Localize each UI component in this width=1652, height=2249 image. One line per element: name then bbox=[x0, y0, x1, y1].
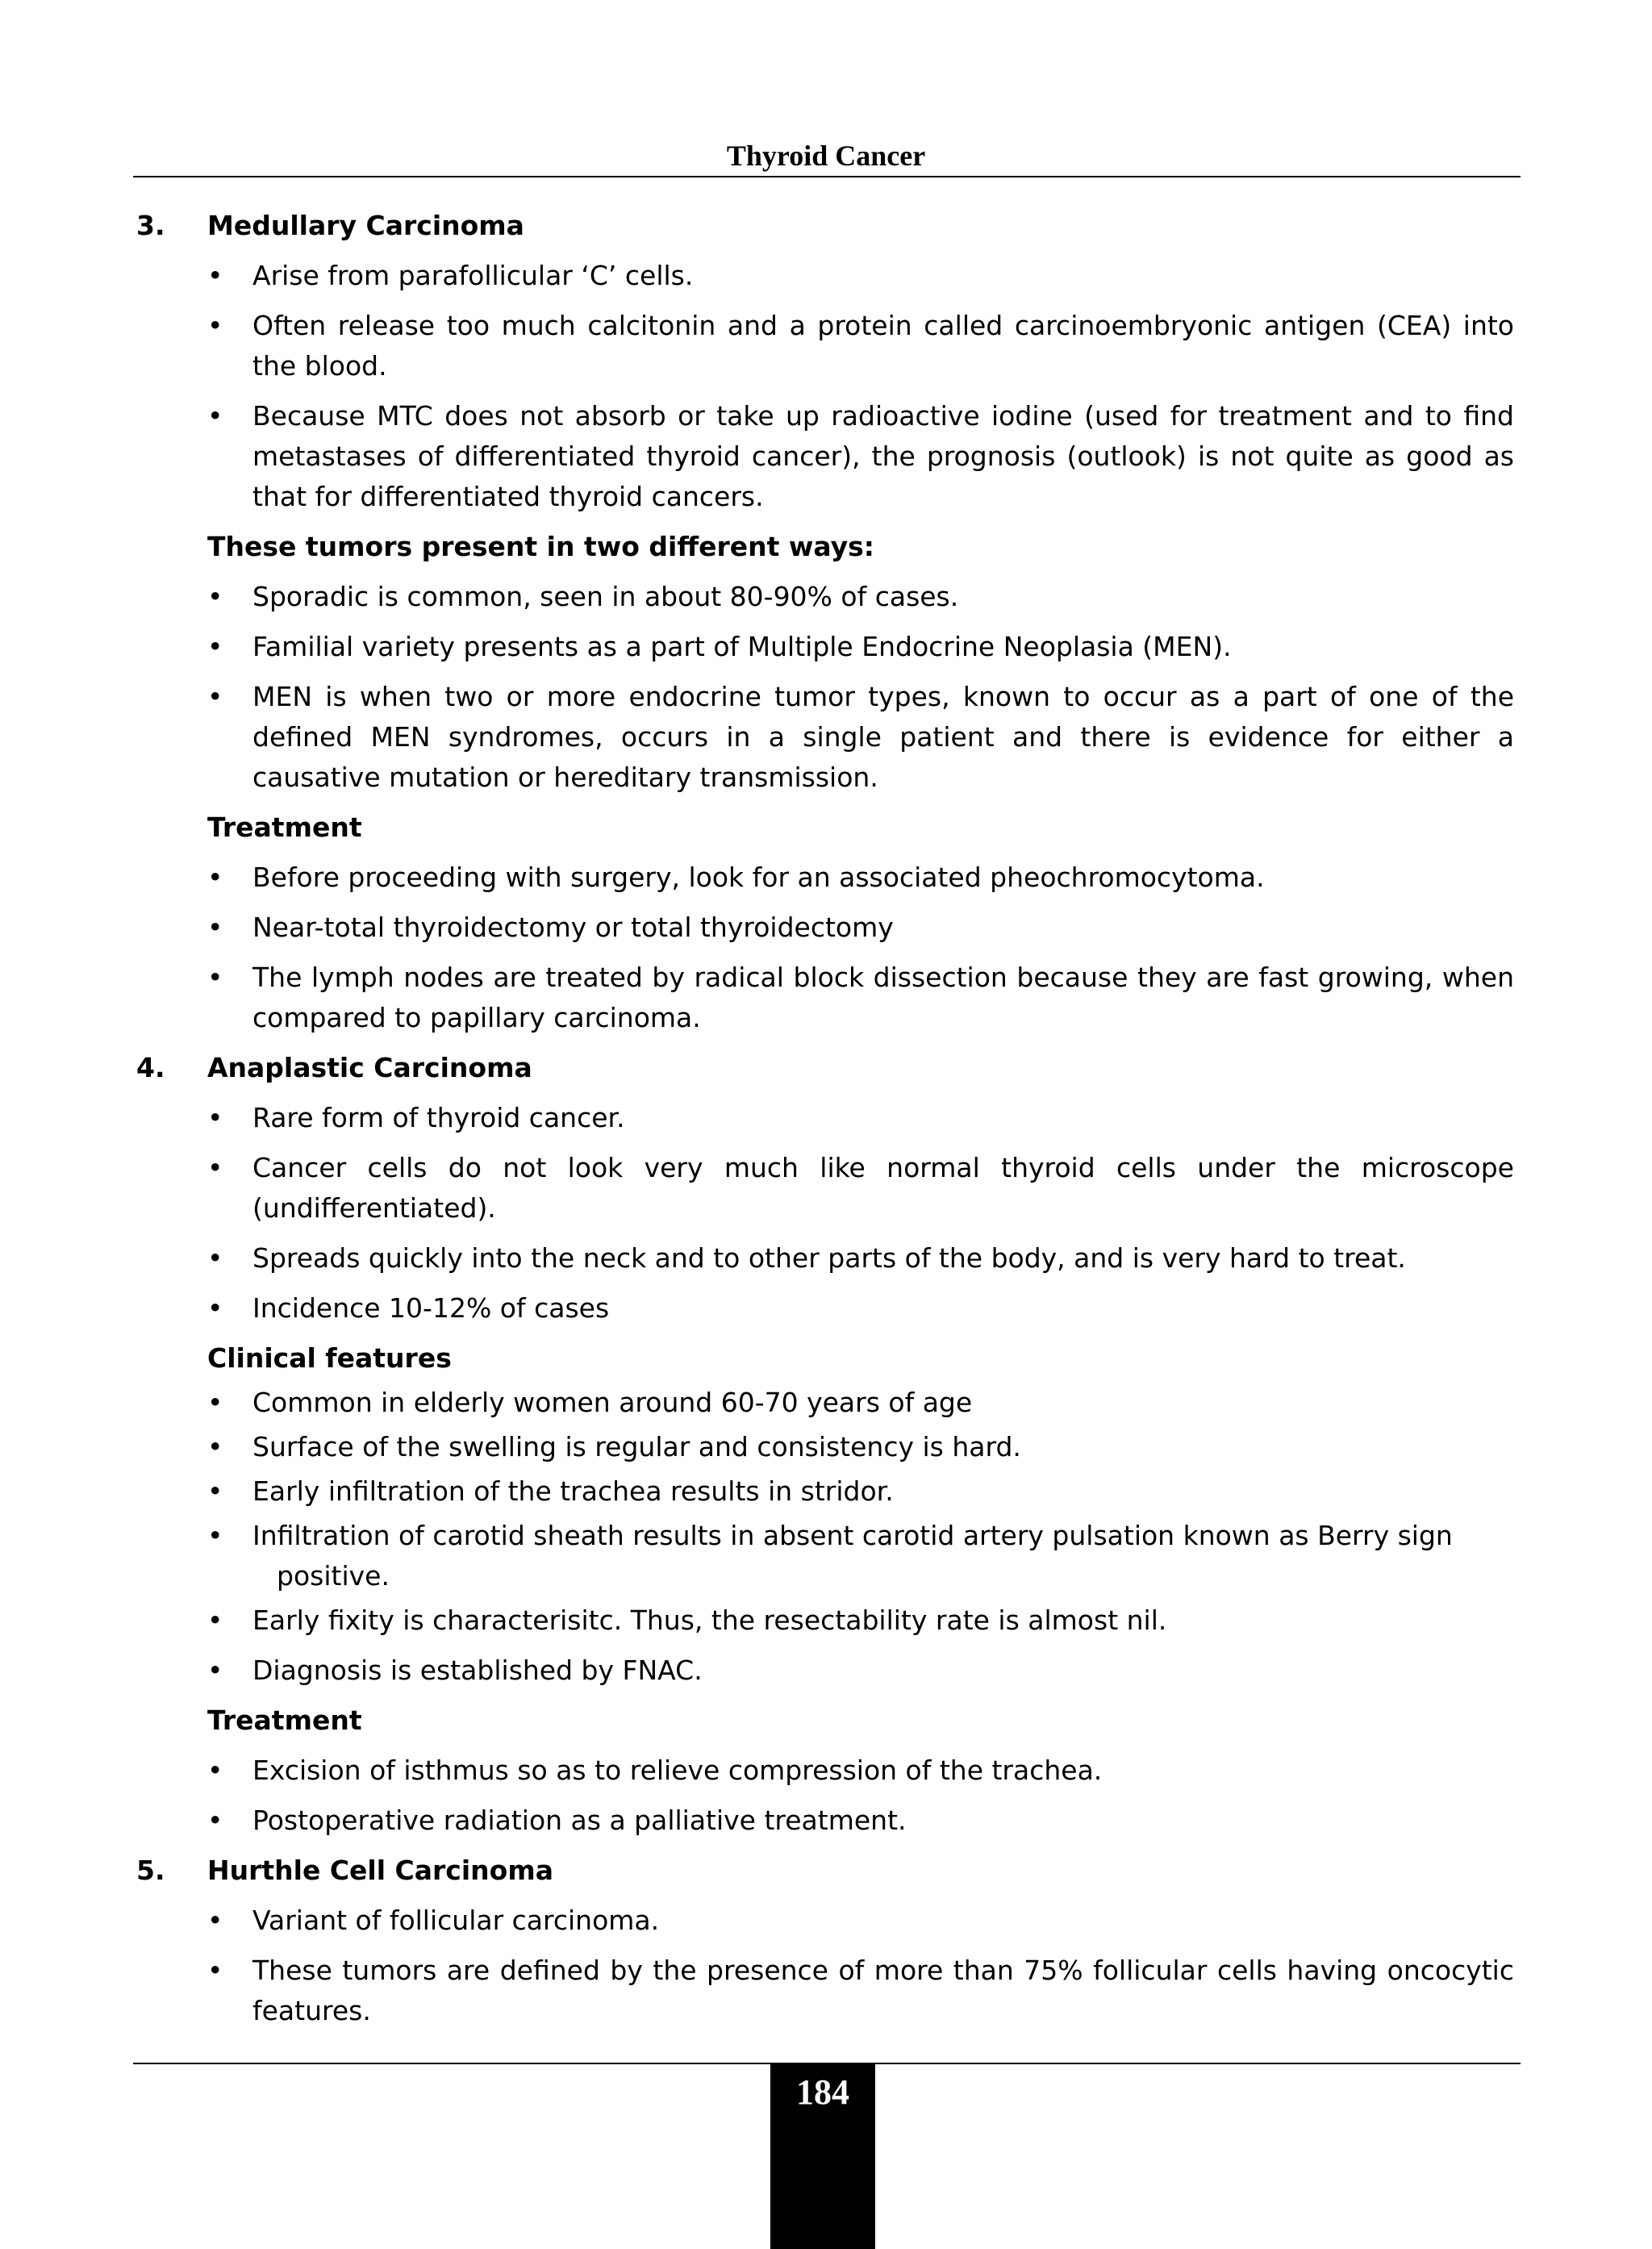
list-item: • Familial variety presents as a part of Multiple Endocrine Neoplasia (MEN). bbox=[133, 627, 1514, 667]
list-item: • Spreads quickly into the neck and to other parts of the body, and is very hard to treat. bbox=[133, 1238, 1514, 1279]
bullet-list bbox=[133, 857, 1514, 1038]
bullet-list bbox=[133, 256, 1514, 517]
list-item: • Arise from parafollicular ‘C’ cells. bbox=[133, 256, 1514, 296]
list-item: • Variant of follicular carcinoma. bbox=[133, 1901, 1514, 1941]
list-item: • MEN is when two or more endocrine tumor types, known to occur as a part of one of the defined MEN syndromes, occurs in a single patient and there is evidence for either a causative mutation or hereditary transmission. bbox=[133, 677, 1514, 798]
section-number: 4. bbox=[136, 1052, 165, 1083]
section-number: 3. bbox=[136, 210, 165, 241]
bullet-list bbox=[133, 577, 1514, 798]
subsection-heading: Treatment bbox=[207, 1704, 362, 1736]
list-item-line: positive. bbox=[277, 1560, 390, 1592]
list-item: • Cancer cells do not look very much like normal thyroid cells under the microscope (undifferentiated). bbox=[133, 1148, 1514, 1229]
subsection-heading: Clinical features bbox=[207, 1342, 452, 1374]
page-number-box bbox=[770, 2063, 875, 2249]
list-item: • Sporadic is common, seen in about 80-90% of cases. bbox=[133, 577, 1514, 617]
list-item: • Common in elderly women around 60-70 years of age bbox=[133, 1383, 1514, 1423]
header-rule bbox=[133, 176, 1521, 177]
list-item: • Rare form of thyroid cancer. bbox=[133, 1098, 1514, 1138]
list-item bbox=[133, 1516, 1514, 1596]
list-item: • Early fixity is characterisitc. Thus, the resectability rate is almost nil. bbox=[133, 1600, 1514, 1641]
list-item: • Near-total thyroidectomy or total thyroidectomy bbox=[133, 908, 1514, 948]
section-heading-anaplastic bbox=[133, 1048, 1514, 1088]
section-number: 5. bbox=[136, 1855, 165, 1886]
bullet-list bbox=[133, 1383, 1514, 1691]
bullet-list bbox=[133, 1750, 1514, 1841]
bullet-list bbox=[133, 1901, 1514, 2031]
list-item: • Excision of isthmus so as to relieve compression of the trachea. bbox=[133, 1750, 1514, 1791]
list-item-line: Infiltration of carotid sheath results in absent carotid artery pulsation known as Berry sign bbox=[252, 1520, 1453, 1551]
bullet-list bbox=[133, 1098, 1514, 1329]
list-item: • Because MTC does not absorb or take up radioactive iodine (used for treatment and to find metastases of differentiated thyroid cancer), the prognosis (outlook) is not quite as good as that for differentiated thyroid cancers. bbox=[133, 396, 1514, 517]
list-item: • Postoperative radiation as a palliative treatment. bbox=[133, 1800, 1514, 1841]
section-title: Hurthle Cell Carcinoma bbox=[207, 1855, 553, 1886]
section-title: Medullary Carcinoma bbox=[207, 210, 524, 241]
list-item: • The lymph nodes are treated by radical block dissection because they are fast growing, when compared to papillary carcinoma. bbox=[133, 958, 1514, 1038]
section-heading-medullary bbox=[133, 206, 1514, 246]
subsection-heading: These tumors present in two different ways: bbox=[207, 531, 874, 562]
page-content bbox=[133, 206, 1514, 2031]
running-header: Thyroid Cancer bbox=[726, 140, 926, 172]
section-title: Anaplastic Carcinoma bbox=[207, 1052, 532, 1083]
list-item: • Often release too much calcitonin and a protein called carcinoembryonic antigen (CEA) into the blood. bbox=[133, 306, 1514, 386]
subsection-heading: Treatment bbox=[207, 812, 362, 843]
page-number: 184 bbox=[796, 2072, 849, 2112]
list-item: • Diagnosis is established by FNAC. bbox=[133, 1650, 1514, 1691]
list-item: • Incidence 10-12% of cases bbox=[133, 1288, 1514, 1329]
list-item: • Early infiltration of the trachea results in stridor. bbox=[133, 1471, 1514, 1512]
list-item: • These tumors are defined by the presence of more than 75% follicular cells having oncocytic features. bbox=[133, 1951, 1514, 2031]
list-item: • Before proceeding with surgery, look for an associated pheochromocytoma. bbox=[133, 857, 1514, 898]
section-heading-hurthle bbox=[133, 1851, 1514, 1891]
list-item: • Surface of the swelling is regular and consistency is hard. bbox=[133, 1427, 1514, 1467]
